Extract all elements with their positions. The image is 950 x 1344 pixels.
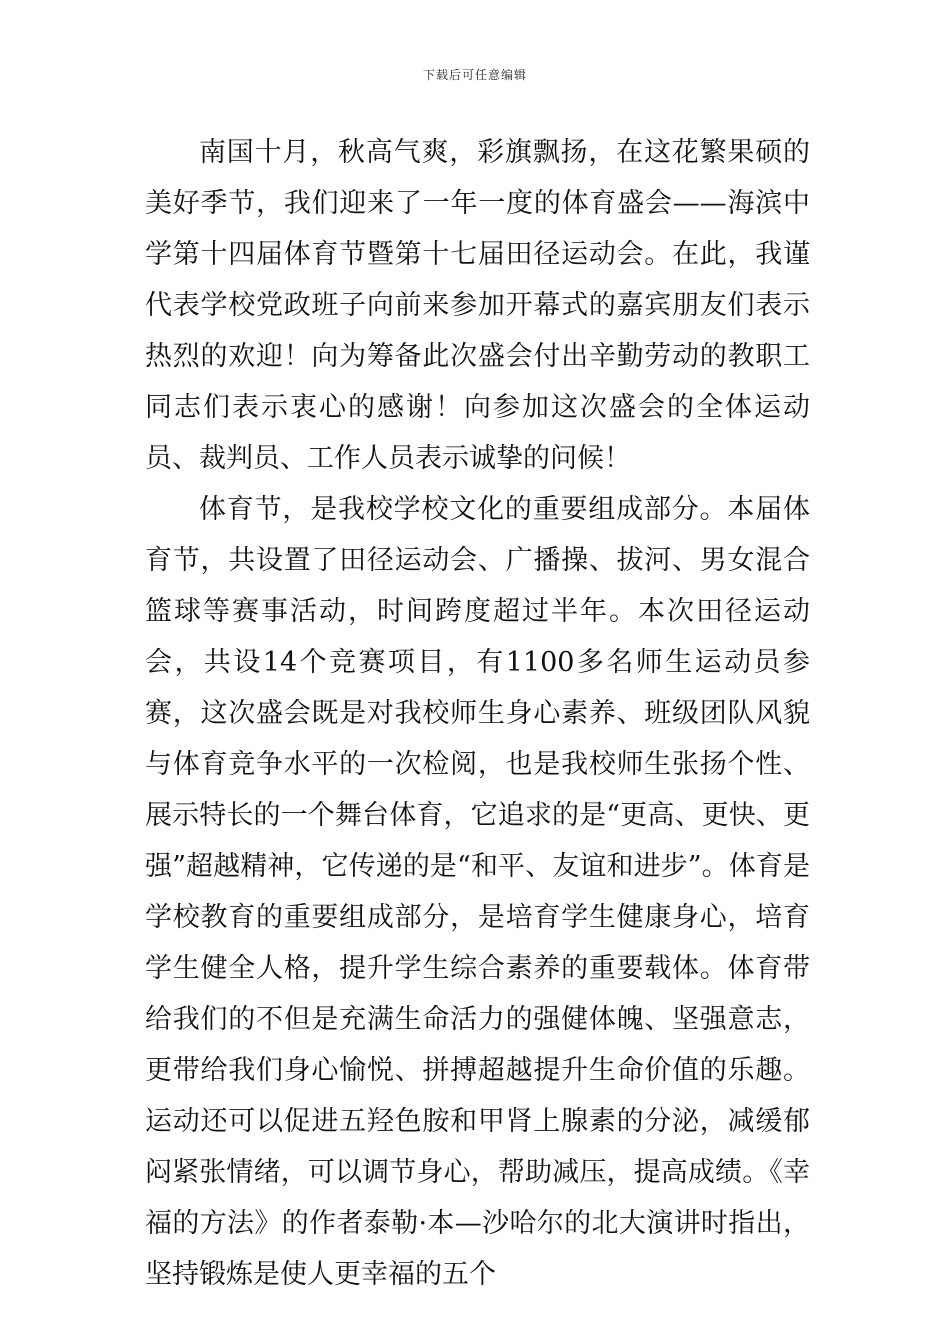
- document-body: [145, 127, 810, 1300]
- page-header-note: 下载后可任意编辑: [422, 68, 527, 82]
- paragraph-2: 体育节，是我校学校文化的重要组成部分。本届体育节，共设置了田径运动会、广播操、拔河、男女混合篮球等赛事活动，时间跨度超过半年。本次田径运动会，共设14个竞赛项目，有1100多名师生运动员参赛，这次盛会既是对我校师生身心素养、班级团队风貌与体育竞争水平的一次检阅，也是我校师生张扬个性、展示特长的一个舞台体育，它追求的是“更高、更快、更强”超越精神，它传递的是“和平、友谊和进步”。体育是学校教育的重要组成部分，是培育学生健康身心，培育学生健全人格，提升学生综合素养的重要载体。体育带给我们的不但是充满生命活力的强健体魄、坚强意志，更带给我们身心愉悦、拼搏超越提升生命价值的乐趣。运动还可以促进五羟色胺和甲肾上腺素的分泌，减缓郁闷紧张情绪，可以调节身心，帮助减压，提高成绩。《幸福的方法》的作者泰勒·本—沙哈尔的北大演讲时指出，坚持锻炼是使人更幸福的五个: [145, 494, 810, 1290]
- paragraph-1: 南国十月，秋高气爽，彩旗飘扬，在这花繁果硕的美好季节，我们迎来了一年一度的体育盛会——海滨中学第十四届体育节暨第十七届田径运动会。在此，我谨代表学校党政班子向前来参加开幕式的嘉宾朋友们表示热烈的欢迎！向为筹备此次盛会付出辛勤劳动的教职工同志们表示衷心的感谢！向参加这次盛会的全体运动员、裁判员、工作人员表示诚挚的问候！: [145, 137, 810, 474]
